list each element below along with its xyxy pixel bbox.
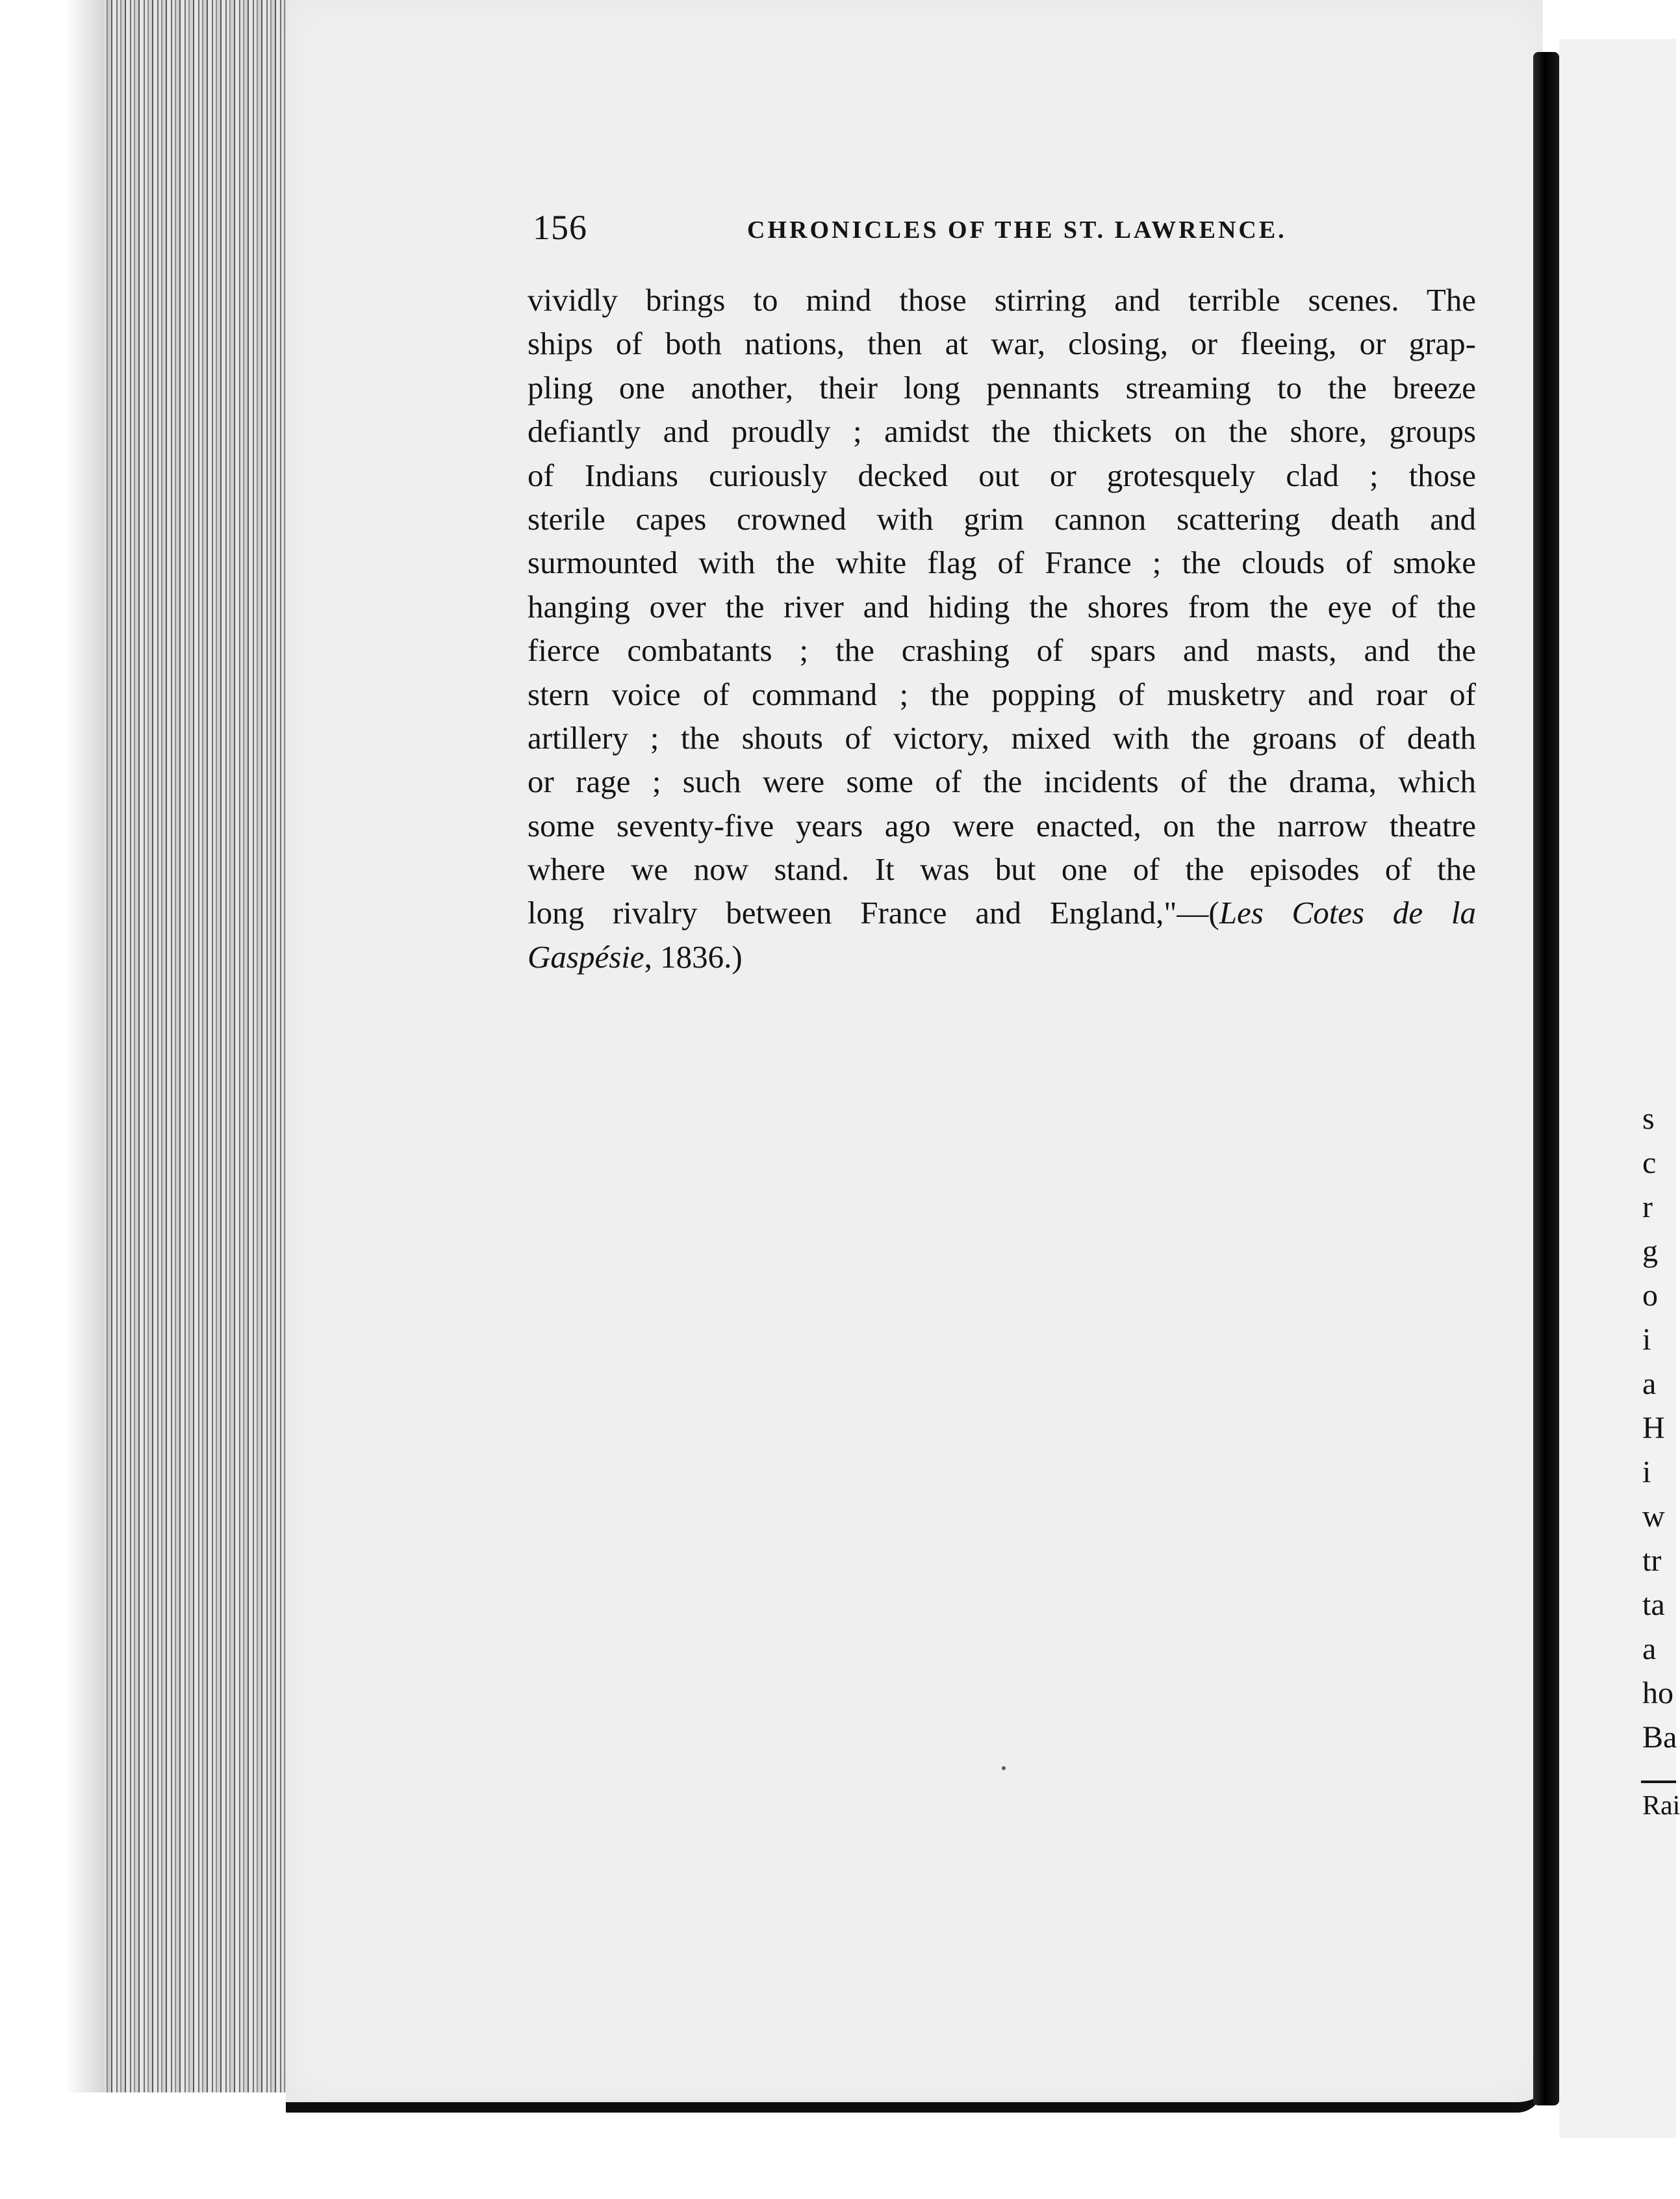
text-line-final: [528, 935, 1476, 979]
citation-title-part: Les Cotes de la: [1219, 895, 1476, 931]
text-line: defiantly and proudly ; amidst the thickets on the shore, groups: [528, 413, 1476, 450]
fragment: [1642, 1053, 1676, 1097]
facing-page-footnote: Rai: [1642, 1791, 1680, 1821]
fragment: H: [1642, 1411, 1665, 1445]
text-line: ships of both nations, then at war, closing, or fleeing, or grap-: [528, 326, 1476, 362]
fragment: a: [1642, 1367, 1657, 1401]
fragment: ta: [1642, 1588, 1665, 1622]
citation-title-end: Gaspésie: [528, 938, 644, 975]
text-line: vividly brings to mind those stirring and terrible scenes. The: [528, 282, 1476, 318]
text-line-citation: [528, 891, 1476, 934]
fragment: ho: [1642, 1676, 1674, 1710]
page-number: 156: [533, 208, 587, 247]
text-line: surmounted with the white flag of France ; the clouds of smoke: [528, 545, 1476, 581]
citation-lead: long rivalry between France and England,"—(: [528, 895, 1219, 931]
fragment: c: [1642, 1146, 1657, 1180]
fragment: tr: [1642, 1543, 1662, 1578]
fragment: a: [1642, 1632, 1657, 1666]
text-line: fierce combatants ; the crashing of spars and masts, and the: [528, 632, 1476, 669]
text-line: or rage ; such were some of the incidents of the drama, which: [528, 764, 1476, 800]
fragment: g: [1642, 1234, 1658, 1268]
page-gutter: [1533, 52, 1559, 2105]
text-line: artillery ; the shouts of victory, mixed with the groans of death: [528, 719, 1476, 756]
fragment: i: [1642, 1455, 1651, 1489]
facing-page-fragments: [1642, 1053, 1676, 1760]
fragment: s: [1642, 1101, 1655, 1136]
paper-speck: [1002, 1766, 1006, 1770]
fragment: Ba: [1642, 1720, 1677, 1755]
fragment: i: [1642, 1322, 1651, 1357]
text-line: stern voice of command ; the popping of musketry and roar of: [528, 676, 1476, 712]
fragment: o: [1642, 1278, 1658, 1313]
text-line: where we now stand. It was but one of the episodes of the: [528, 851, 1476, 888]
fragment: w: [1642, 1499, 1665, 1534]
fragment: r: [1642, 1190, 1653, 1224]
footnote-rule: [1641, 1781, 1676, 1783]
text-line: of Indians curiously decked out or grotesquely clad ; those: [528, 457, 1476, 493]
running-head: CHRONICLES OF THE ST. LAWRENCE.: [747, 216, 1287, 244]
body-text: [528, 278, 1476, 979]
page-header: [533, 208, 1468, 247]
text-line: hanging over the river and hiding the shores from the eye of the: [528, 588, 1476, 624]
text-line: sterile capes crowned with grim cannon scattering death and: [528, 500, 1476, 537]
text-line: some seventy-five years ago were enacted, on the narrow theatre: [528, 807, 1476, 843]
text-line: pling one another, their long pennants streaming to the breeze: [528, 369, 1476, 405]
book-block-edges: [104, 0, 294, 2092]
citation-year: , 1836.): [644, 938, 743, 975]
